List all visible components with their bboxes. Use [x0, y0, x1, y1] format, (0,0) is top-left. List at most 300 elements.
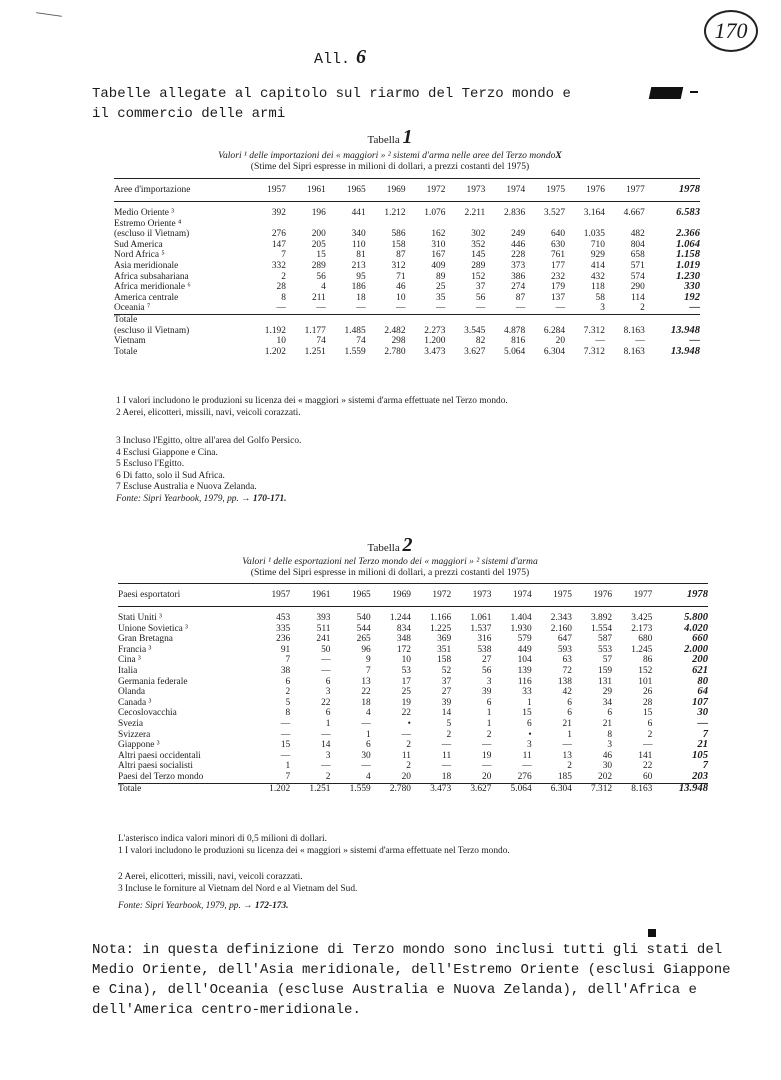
table-cell [366, 219, 406, 230]
table-cell: 274 [511, 282, 526, 293]
table1-notes [116, 436, 301, 506]
row-label: Totale [114, 314, 246, 325]
table-cell: 56 [475, 292, 486, 303]
table-cell: 1.537 [470, 623, 492, 634]
table-cell: 1.212 [384, 208, 406, 218]
table-cell: 4 [366, 708, 371, 719]
table-row [118, 772, 708, 783]
table-cell: 18 [441, 771, 452, 782]
table-cell: 1 [486, 708, 492, 719]
table-cell: 312 [391, 260, 406, 271]
table-cell: 816 [511, 336, 526, 347]
table-cell: 87 [396, 250, 406, 261]
table2-year-header: 1978 [652, 584, 708, 607]
table-cell: 2 [647, 729, 653, 740]
table1-footnote: 1 I valori includono le produzioni su licenza dei « maggiori » sistemi d'arma effettuate nel Terzo mondo. [116, 396, 508, 406]
table-cell: 4.020 [684, 622, 708, 634]
table-cell: 21 [697, 739, 708, 751]
table-cell: — [482, 761, 492, 772]
table-cell: 511 [316, 623, 331, 634]
table-cell: 158 [437, 655, 452, 666]
total-row [114, 336, 700, 347]
table2-column-header: Paesi esportatori [118, 584, 250, 607]
table2-footnote: 1 I valori includono le produzioni su licenza dei « maggiori » sistemi d'arma effettuate nel Terzo mondo. [118, 845, 510, 856]
table-cell: — [595, 336, 605, 347]
table-cell: 298 [391, 336, 406, 347]
table-cell: 316 [477, 634, 492, 645]
table-cell: 21 [562, 718, 572, 729]
table2-caption [300, 534, 480, 557]
table1-year-header: 1957 [246, 179, 286, 202]
table-cell: 593 [557, 644, 572, 655]
table-cell: 158 [391, 239, 406, 250]
table-cell: — [475, 303, 486, 314]
table-cell: 30 [697, 707, 708, 719]
table-cell: 30 [602, 761, 613, 772]
row-label: Canada ³ [118, 697, 152, 708]
table-cell: 211 [312, 292, 326, 303]
table-cell: — [689, 302, 700, 314]
table-cell: 35 [436, 292, 446, 303]
table-cell: — [441, 761, 452, 772]
table-cell: 6 [486, 697, 492, 708]
table-cell: 159 [598, 665, 613, 676]
redaction-dash [690, 91, 698, 93]
table-cell: 14 [321, 740, 331, 751]
table-cell: • [528, 729, 532, 740]
table2-source-pages: → 172-173. [243, 901, 289, 912]
table-cell: 11 [442, 750, 452, 761]
table1-year-header: 1973 [445, 179, 485, 202]
table-cell: 186 [351, 282, 366, 293]
row-label: Totale [118, 783, 250, 794]
table-cell: — [356, 303, 366, 314]
table-cell: 21 [602, 718, 613, 729]
table2-year-header: 1969 [371, 584, 411, 607]
table-cell: 2.273 [424, 325, 446, 336]
table-cell: 57 [602, 655, 613, 666]
table-cell: 101 [638, 676, 653, 687]
table-cell: 2 [446, 729, 452, 740]
table-cell: 37 [441, 676, 452, 687]
table-cell [525, 314, 565, 325]
table-cell: 200 [692, 654, 708, 666]
table-cell: 1.202 [250, 783, 290, 794]
total-row [114, 326, 700, 337]
table-cell: 7 [366, 665, 371, 676]
table-row [118, 708, 708, 719]
table-cell: 147 [271, 239, 286, 250]
table-cell: 1.076 [424, 208, 446, 218]
table-cell: 228 [511, 250, 526, 261]
table1-source-pages: → 170-171. [241, 493, 287, 504]
table-cell: 1.019 [676, 259, 700, 271]
table1-caption [300, 126, 480, 149]
table-cell: 91 [280, 644, 291, 655]
table-row [114, 250, 700, 261]
table-cell: — [321, 665, 331, 676]
table-cell: 74 [356, 336, 366, 347]
table-cell: — [361, 718, 371, 729]
table-cell: 37 [475, 282, 486, 293]
row-label: Nord Africa ⁵ [114, 250, 165, 261]
table-cell: 3.527 [543, 208, 565, 218]
table-cell: 172 [396, 644, 411, 655]
table2-year-header: 1965 [330, 584, 370, 607]
table-cell: 453 [276, 613, 291, 623]
table-cell: 2.343 [550, 613, 572, 623]
table1-caption-number: 1 [402, 126, 413, 148]
table-cell: 42 [562, 687, 572, 698]
table-cell: 335 [276, 623, 291, 634]
table2-caption-label: Tabella [367, 542, 400, 554]
table1-year-header: 1972 [406, 179, 446, 202]
table-cell: 39 [482, 687, 492, 698]
table-cell [406, 219, 446, 230]
table-cell: 10 [276, 336, 286, 347]
table1-note: 5 Escluso l'Egitto. [116, 459, 185, 470]
table1-note: 7 Escluse Australia e Nuova Zelanda. [116, 482, 257, 493]
table-row [118, 645, 708, 656]
row-label: Svezia [118, 718, 143, 729]
table-cell: 6 [647, 718, 653, 729]
table-cell: 3.164 [583, 208, 605, 218]
table-cell: 369 [437, 634, 452, 645]
row-label: Stati Uniti ³ [118, 613, 162, 623]
table-row [118, 719, 708, 730]
table-cell [605, 219, 645, 230]
table1-year-header: 1977 [605, 179, 645, 202]
table-cell: 6 [567, 708, 572, 719]
table2-subtitle: Valori ¹ delle esportazioni nel Terzo mondo dei « maggiori » ² sistemi d'arma [242, 556, 538, 567]
table1-note: 3 Incluso l'Egitto, oltre all'area del Golfo Persico. [116, 436, 302, 446]
table-cell: 241 [316, 634, 331, 645]
table-cell [485, 219, 525, 230]
table-cell: 1 [526, 697, 532, 708]
table-cell: — [482, 740, 492, 751]
table1-source: Fonte: Sipri Yearbook, 1979, pp. → 170-171. [116, 493, 287, 504]
table-cell: 80 [697, 675, 708, 687]
table-cell: 660 [692, 633, 708, 645]
table-cell: 96 [361, 644, 371, 655]
table-cell: 15 [316, 250, 326, 261]
table-cell: 351 [437, 644, 452, 655]
table-cell: 3.545 [464, 325, 486, 336]
table-cell: 15 [642, 708, 653, 719]
table-cell: 7.312 [583, 325, 605, 336]
table-cell: 332 [271, 260, 286, 271]
table-cell: 1 [366, 729, 371, 740]
table-cell: 11 [401, 750, 411, 761]
table-cell: 200 [311, 229, 326, 240]
table-cell: 46 [602, 750, 613, 761]
table2-year-header: 1961 [290, 584, 330, 607]
table2-year-header: 1975 [532, 584, 572, 607]
table-cell: 22 [361, 687, 371, 698]
table-cell: 2 [281, 271, 286, 282]
table-cell: 929 [590, 250, 605, 261]
table-cell: 7.312 [572, 783, 612, 794]
table-cell: 1 [285, 761, 291, 772]
table1-note: 6 Di fatto, solo il Sud Africa. [116, 470, 225, 481]
table-cell: — [635, 336, 645, 347]
table-cell: 167 [431, 250, 446, 261]
table-cell: — [642, 740, 653, 751]
table-cell: 441 [351, 208, 366, 218]
table-cell: 3.627 [451, 783, 491, 794]
table-cell: 302 [471, 229, 486, 240]
table-row [114, 208, 700, 219]
table-cell: 6 [325, 676, 331, 687]
total-row [118, 783, 708, 794]
table-cell: 7 [702, 728, 708, 740]
nota-paragraph [92, 940, 732, 1020]
table2-footnote: 2 Aerei, elicotteri, missili, navi, veicoli corazzati. [118, 872, 303, 882]
table1-year-header: 1969 [366, 179, 406, 202]
table-cell [565, 219, 605, 230]
table-row [114, 240, 700, 251]
table-cell [326, 314, 366, 325]
table-cell: 28 [276, 282, 286, 293]
table-cell: 213 [351, 260, 366, 271]
table-cell: 8.163 [623, 325, 645, 336]
table-cell: — [555, 303, 565, 314]
table-cell: 8 [285, 708, 291, 719]
table-cell: 110 [351, 239, 366, 250]
table-cell: 4.667 [623, 208, 645, 218]
table-cell: 1.559 [344, 346, 366, 357]
table-cell: 1.554 [591, 623, 613, 634]
table-cell: 2.836 [504, 208, 526, 218]
table-cell: 1 [486, 718, 492, 729]
table-cell: 15 [522, 708, 532, 719]
table-cell: — [276, 303, 286, 314]
row-label: Medio Oriente ³ [114, 208, 175, 218]
table-cell: 39 [441, 697, 452, 708]
table-cell: 1.251 [304, 346, 326, 357]
title-line-2: il commercio delle armi [92, 106, 286, 122]
table2-footnote: L'asterisco indica valori minori di 0,5 milioni di dollari. [118, 834, 327, 844]
table-cell: 449 [517, 644, 532, 655]
table-cell: — [401, 729, 411, 740]
table-cell: 1.245 [631, 644, 653, 655]
total-row [114, 314, 700, 325]
table-cell: 5 [446, 718, 452, 729]
table-row [118, 761, 708, 772]
table-cell: — [515, 303, 526, 314]
table-cell: 1.192 [264, 325, 286, 336]
table-row [114, 229, 700, 240]
table-cell: 3 [607, 740, 613, 751]
table-cell: 3.627 [464, 346, 486, 357]
table-cell: 81 [356, 250, 366, 261]
table-cell: 290 [630, 282, 645, 293]
table-cell: 179 [550, 282, 565, 293]
table-cell: 3.473 [411, 783, 451, 794]
table-row [118, 687, 708, 698]
table-cell: 22 [401, 708, 411, 719]
row-label: Gran Bretagna [118, 634, 173, 645]
table-cell: 18 [361, 697, 371, 708]
table-cell [445, 219, 485, 230]
table-row [114, 293, 700, 304]
table-cell: 414 [590, 260, 605, 271]
table-row [118, 751, 708, 762]
row-label: Vietnam [114, 336, 146, 347]
table-row [114, 272, 700, 283]
table-cell: 276 [271, 229, 286, 240]
table-cell [286, 314, 326, 325]
row-label: (escluso il Vietnam) [114, 229, 190, 240]
table-cell: 482 [630, 229, 645, 240]
row-label: Francia ³ [118, 644, 152, 655]
table-cell: 392 [271, 208, 286, 218]
table-cell: 38 [280, 665, 291, 676]
table-cell: 145 [471, 250, 486, 261]
page-number: 170 [704, 10, 758, 52]
nota-text: in questa definizione di Terzo mondo sono inclusi tutti gli stati del Medio Oriente, dell'Asia meridionale, dell'Estremo Oriente (esclusi Giappone e Cina), dell'Oceania (escluse Australia e Nuova Zelanda), dell'Africa e dell'America centro-meridionale. [92, 942, 731, 1018]
table-cell: 34 [602, 697, 613, 708]
table-cell: 5.800 [684, 612, 708, 623]
table-row [118, 740, 708, 751]
table-cell: — [280, 750, 291, 761]
table-cell: — [280, 729, 291, 740]
table1-caption-label: Tabella [367, 134, 400, 146]
table-cell: 310 [431, 239, 446, 250]
table-cell [565, 314, 605, 325]
table-cell: 658 [630, 250, 645, 261]
table-cell: 553 [598, 644, 613, 655]
table-cell: 107 [692, 696, 708, 708]
table1-subtitle: Valori ¹ delle importazioni dei « maggiori » ² sistemi d'arma nelle aree del Terzo mondoX [218, 150, 562, 161]
table-cell: 6 [285, 676, 291, 687]
table-cell: 579 [517, 634, 532, 645]
table1 [114, 178, 700, 357]
table-cell [445, 314, 485, 325]
table-cell: 2 [640, 303, 645, 314]
table-cell: 82 [475, 336, 486, 347]
table1-header-row [114, 179, 700, 202]
table-cell: 3.892 [591, 613, 613, 623]
table-cell: 330 [684, 281, 700, 293]
table1-year-header: 1976 [565, 179, 605, 202]
table-cell: — [361, 761, 371, 772]
allegato-number: 6 [356, 46, 367, 68]
table-cell: 3.473 [424, 346, 446, 357]
table-cell: 114 [631, 292, 645, 303]
table-cell: 6 [567, 697, 572, 708]
table-cell [406, 314, 446, 325]
table-cell [286, 219, 326, 230]
table-cell: 131 [598, 676, 613, 687]
table-cell [605, 314, 645, 325]
table-cell [645, 314, 700, 325]
table-cell: 29 [602, 687, 613, 698]
table-row [118, 655, 708, 666]
table-cell: 340 [351, 229, 366, 240]
redaction-mark [649, 87, 684, 99]
table-cell: 177 [550, 260, 565, 271]
table-cell: 621 [692, 664, 708, 676]
table-cell: 141 [638, 750, 653, 761]
table-cell: 95 [356, 271, 366, 282]
table-cell [326, 219, 366, 230]
table-cell: 104 [517, 655, 532, 666]
table-cell [246, 314, 286, 325]
table-cell [525, 219, 565, 230]
table-cell: 2 [567, 761, 572, 772]
row-label: Paesi del Terzo mondo [118, 771, 204, 782]
table-cell: 2 [325, 771, 331, 782]
table-cell: 1.485 [344, 325, 366, 336]
table-cell: 6.284 [543, 325, 565, 336]
table-cell: 2.160 [550, 623, 572, 634]
table-cell: 232 [550, 271, 565, 282]
table-row [118, 677, 708, 688]
table-cell: 4.878 [504, 325, 526, 336]
table-cell: 192 [684, 291, 700, 303]
table-cell: 3 [486, 676, 492, 687]
table-cell: — [441, 740, 452, 751]
table-cell: 1.061 [470, 613, 492, 623]
table-cell: 1.225 [430, 623, 452, 634]
table-cell: 205 [311, 239, 326, 250]
table-cell: 20 [555, 336, 565, 347]
table-cell: 27 [441, 687, 452, 698]
table-cell: 574 [630, 271, 645, 282]
table-cell: 1.202 [264, 346, 286, 357]
row-label: Africa meridionale ⁶ [114, 282, 191, 293]
table-cell: 28 [642, 697, 653, 708]
table-cell: 137 [550, 292, 565, 303]
row-label: (escluso il Vietnam) [114, 325, 190, 336]
table-row [114, 219, 700, 230]
table-cell: 89 [436, 271, 446, 282]
table-cell: — [522, 761, 532, 772]
table-cell: — [396, 303, 406, 314]
table-cell: 647 [557, 634, 572, 645]
nota-label: Nota: [92, 942, 135, 958]
table2-year-header: 1957 [250, 584, 290, 607]
table-cell: 139 [517, 665, 532, 676]
table-cell: 63 [562, 655, 572, 666]
row-label: Sud America [114, 239, 163, 250]
table-cell: 52 [441, 665, 452, 676]
table-cell: 11 [522, 750, 532, 761]
table-cell: — [280, 718, 291, 729]
table-cell [246, 219, 286, 230]
table-cell: 116 [517, 676, 532, 687]
table-cell: 19 [401, 697, 411, 708]
table-cell: — [562, 740, 572, 751]
table1-year-header: 1974 [485, 179, 525, 202]
table-cell: 64 [697, 686, 708, 698]
table-cell: 265 [356, 634, 371, 645]
table-cell: 3 [325, 750, 331, 761]
table-row [118, 624, 708, 635]
table-cell: 1.251 [290, 783, 330, 794]
corner-mark [36, 12, 62, 17]
table-cell: 1.166 [430, 613, 452, 623]
table-cell: 409 [431, 260, 446, 271]
table-cell: 10 [401, 655, 411, 666]
table-cell: 56 [482, 665, 492, 676]
table2 [118, 583, 708, 794]
table-cell: 571 [630, 260, 645, 271]
table-cell: 46 [396, 282, 406, 293]
table-cell: 13 [562, 750, 572, 761]
table-cell: 3 [526, 740, 532, 751]
